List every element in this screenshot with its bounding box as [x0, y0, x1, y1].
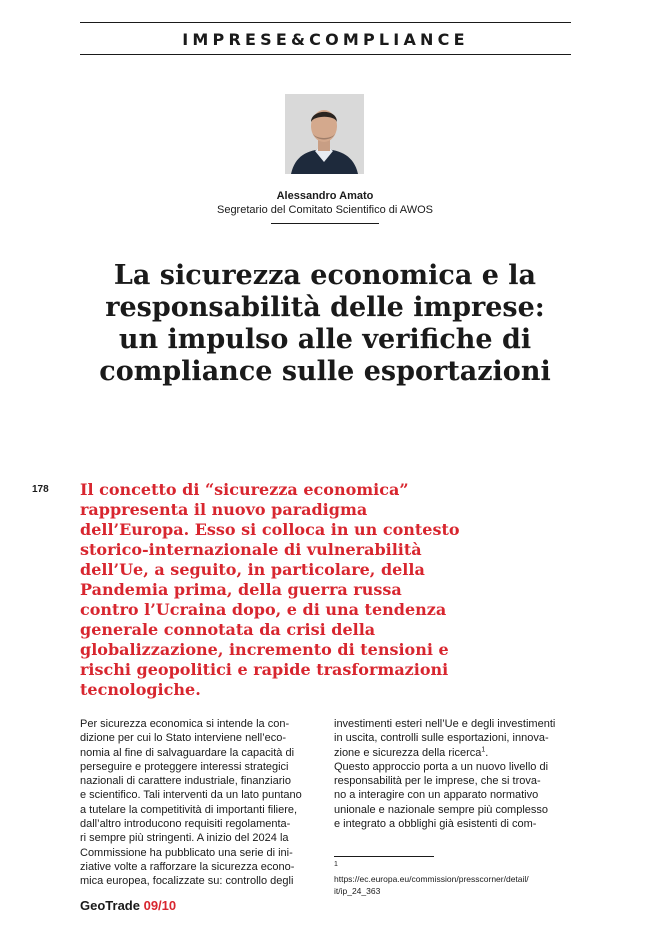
body-line: dall’altro introducono requisiti regolamenta-: [80, 818, 291, 831]
author-photo: [285, 94, 364, 174]
article-headline: [60, 260, 590, 388]
lead-paragraph: [80, 480, 460, 700]
body-line: Per sicurezza economica si intende la con-: [80, 718, 290, 730]
body-line: a tutelare la competitività di importanti filiere,: [80, 803, 298, 816]
author-name: Alessandro Amato: [276, 190, 374, 202]
footnote-ref[interactable]: 1: [481, 745, 486, 753]
body-line: responsabilità per le imprese, che si trova-: [334, 775, 541, 788]
footnote-marker: 1: [334, 861, 338, 869]
headline-line: compliance sulle esportazioni: [99, 356, 551, 387]
issue-number: 09/10: [143, 898, 177, 913]
header-top-rule: [80, 22, 571, 23]
body-line: nazionali di carattere industriale, finanziario: [80, 775, 291, 788]
body-line-with-footnote: zione e sicurezza della ricerca$^1$.: [334, 745, 489, 759]
header-bottom-rule: [80, 54, 571, 55]
body-line: investimenti esteri nell’Ue e degli investimenti: [334, 718, 556, 730]
body-line: nomia al fine di salvaguardare la capacità di: [80, 746, 295, 759]
body-line: ri sempre più stringenti. A inizio del 2024 la: [80, 832, 289, 845]
lead-line: Pandemia prima, della guerra russa: [80, 580, 402, 599]
body-column-right: [334, 717, 572, 831]
footer-brand: [80, 898, 176, 913]
author-divider: [271, 223, 379, 224]
headline-line: responsabilità delle imprese:: [105, 292, 545, 323]
lead-line: Il concetto di “sicurezza economica”: [80, 480, 409, 499]
body-column-left: [80, 717, 318, 889]
lead-line: dell’Ue, a seguito, in particolare, della: [80, 560, 425, 579]
author-role: Segretario del Comitato Scientifico di AWOS: [216, 204, 434, 216]
footnote-divider: [334, 856, 434, 857]
section-title: IMPRESE&COMPLIANCE: [182, 30, 469, 49]
body-line: mica europea, focalizzate su: controllo degli: [80, 875, 294, 888]
body-line: dizione per cui lo Stato interviene nell’eco-: [80, 732, 287, 745]
magazine-name: GeoTrade: [80, 898, 140, 913]
body-line: ziative volte a rafforzare la sicurezza econo-: [80, 860, 295, 873]
footnote-link[interactable]: https://ec.europa.eu/commission/presscorner/detail/: [334, 874, 529, 884]
page-number: 178: [32, 484, 49, 495]
footnote: [334, 861, 574, 897]
headline-line: un impulso alle verifiche di: [118, 324, 532, 355]
body-line: no a interagire con un apparato normativo: [334, 789, 539, 802]
lead-line: rappresenta il nuovo paradigma: [80, 500, 368, 519]
headline-line: La sicurezza economica e la: [113, 260, 537, 291]
body-line: Questo approccio porta a un nuovo livello di: [334, 760, 549, 773]
body-line: perseguire e proteggere interessi strategici: [80, 760, 289, 773]
body-line: e integrato a obblighi già esistenti di com-: [334, 818, 537, 831]
footnote-link-continued[interactable]: it/ip_24_363: [334, 886, 381, 896]
body-line-text: zione e sicurezza della ricerca: [334, 746, 482, 759]
lead-line: contro l’Ucraina dopo, e di una tendenza: [80, 600, 447, 619]
body-line: unionale e nazionale sempre più complesso: [334, 803, 549, 816]
body-line: e scientifico. Tali interventi da un lato puntano: [80, 789, 302, 802]
lead-line: dell’Europa. Esso si colloca in un contesto: [80, 520, 460, 539]
lead-line: rischi geopolitici e rapide trasformazioni: [80, 660, 449, 679]
body-line: Commissione ha pubblicato una serie di ini-: [80, 846, 293, 859]
lead-line: tecnologiche.: [80, 680, 201, 699]
lead-line: globalizzazione, incremento di tensioni e: [80, 640, 449, 659]
lead-line: generale connotata da crisi della: [80, 620, 376, 639]
body-line: in uscita, controlli sulle esportazioni, innova-: [334, 732, 549, 745]
footnote-line[interactable]: [334, 861, 574, 885]
lead-line: storico-internazionale di vulnerabilità: [80, 540, 422, 559]
